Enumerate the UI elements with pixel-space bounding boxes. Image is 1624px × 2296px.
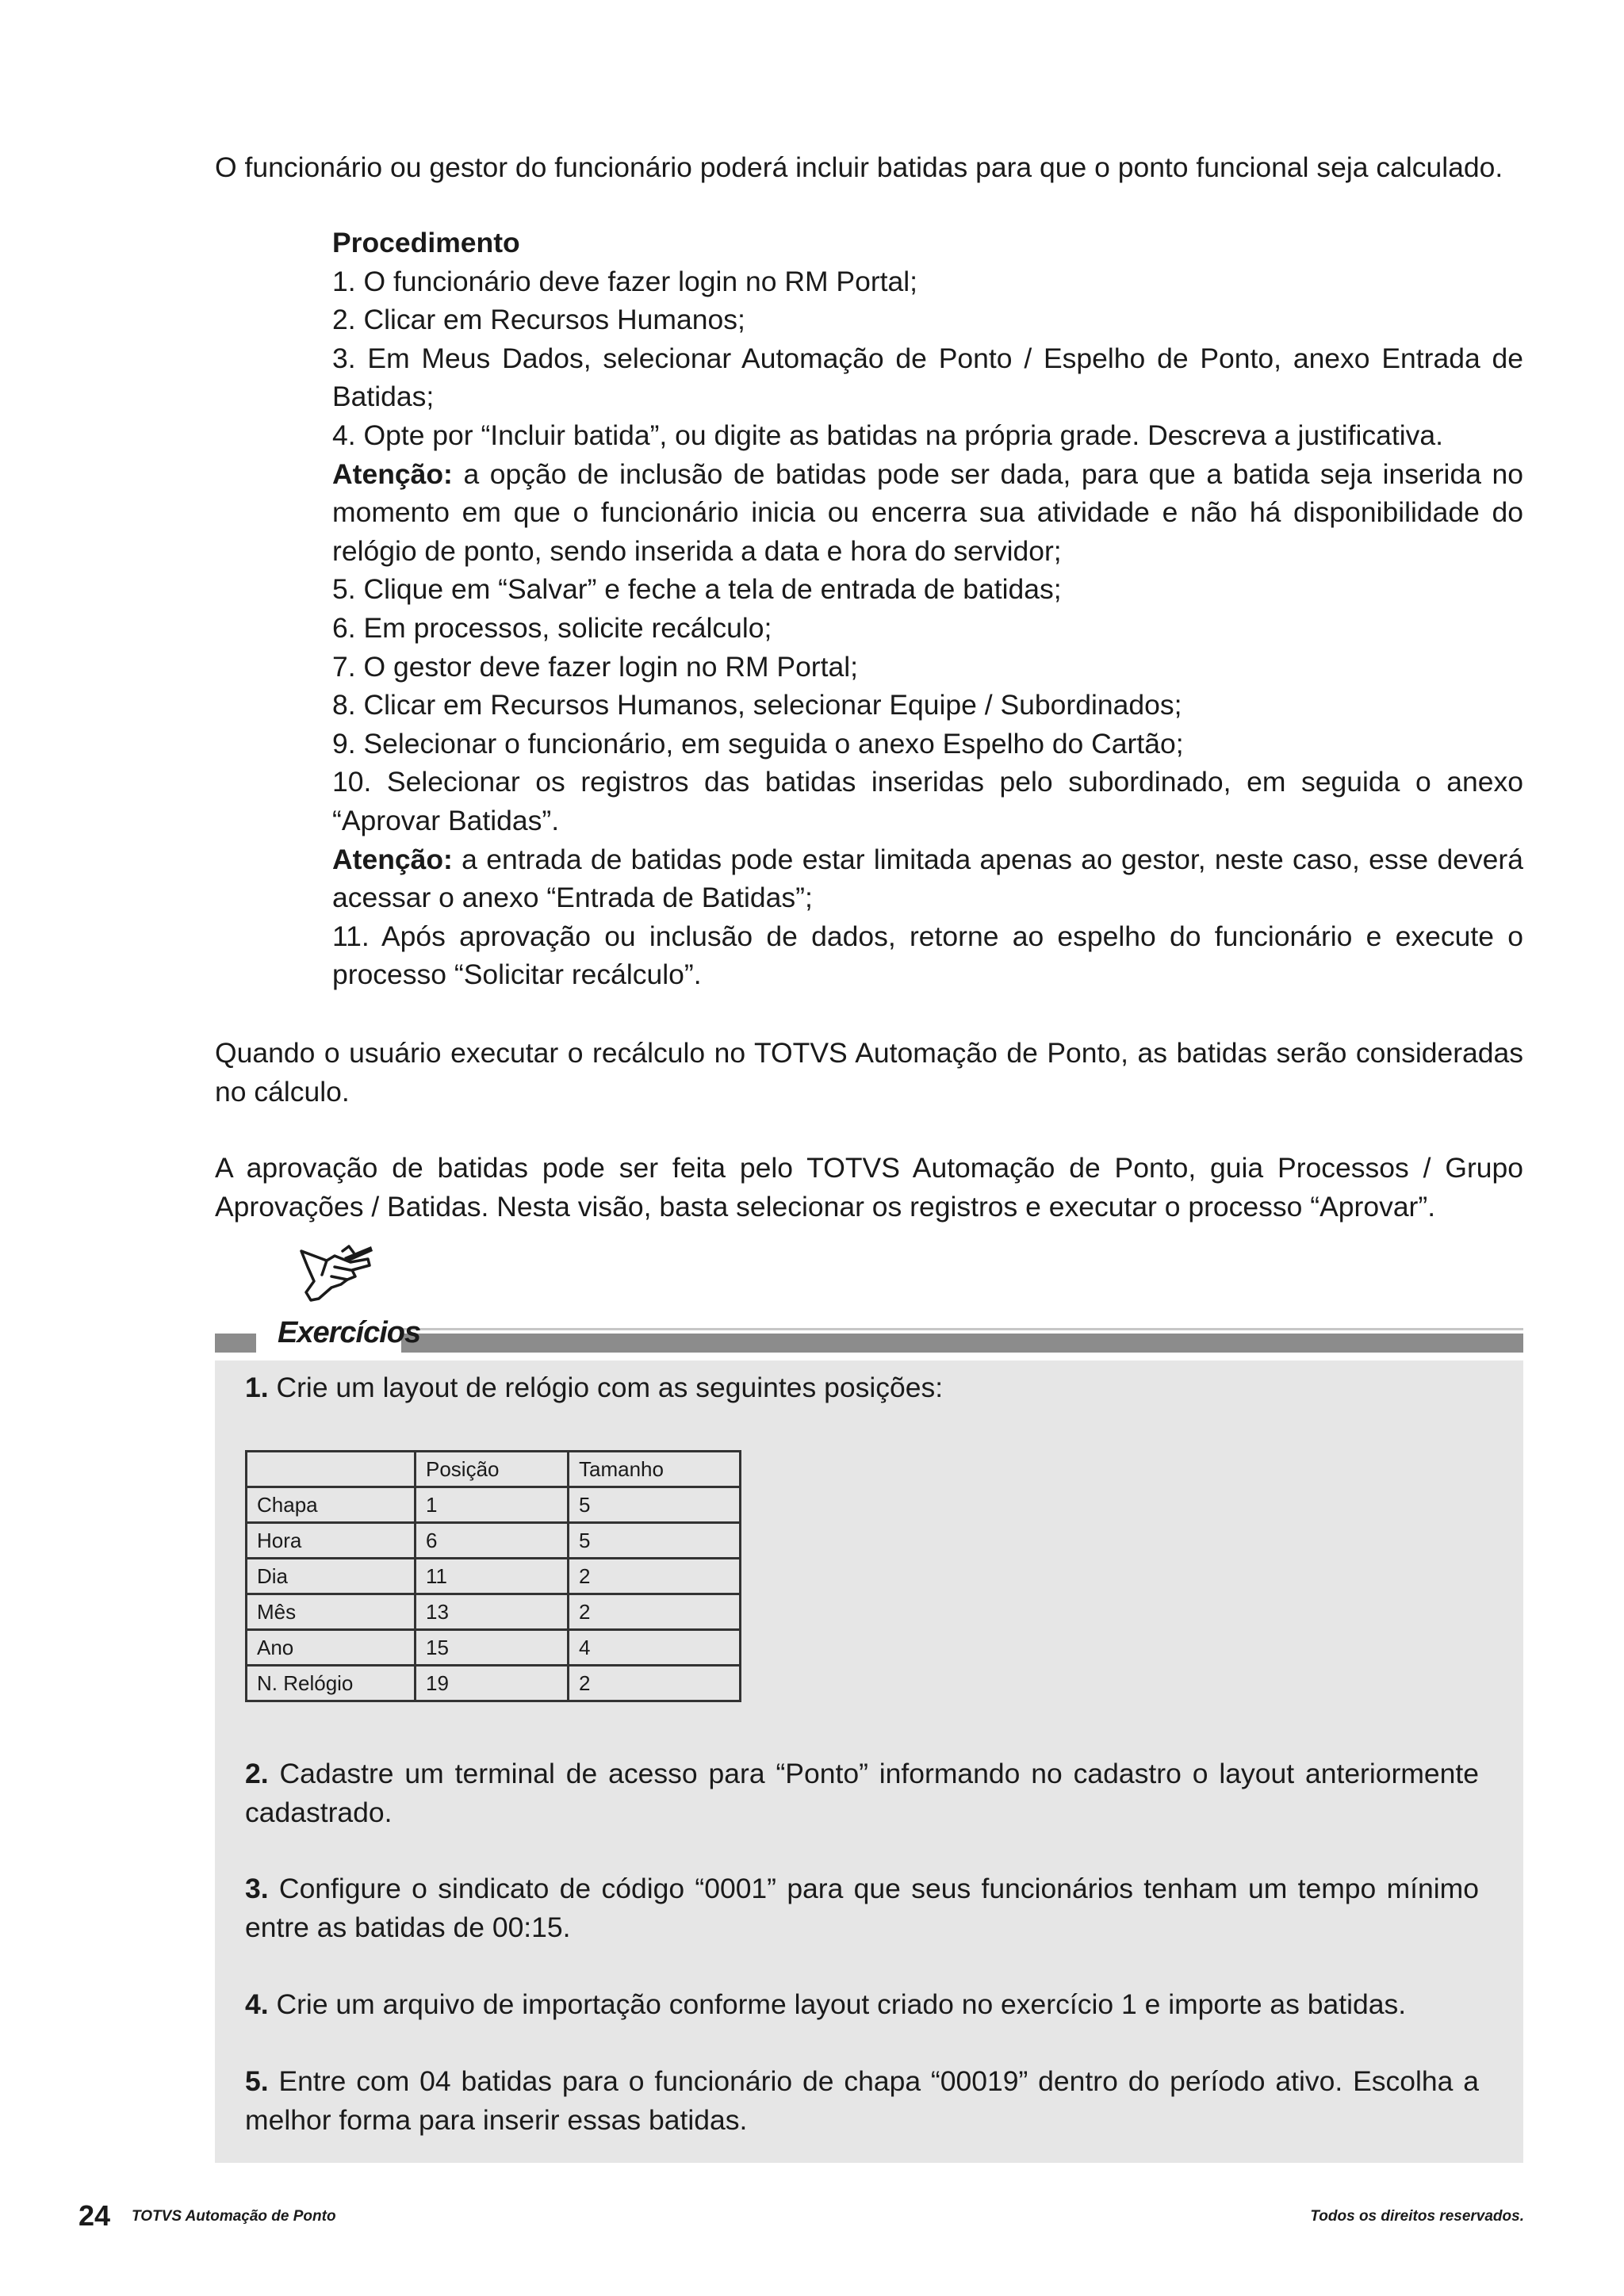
table-cell: N. Relógio xyxy=(247,1666,416,1701)
table-cell: Ano xyxy=(247,1630,416,1666)
exercise-header-bar-right xyxy=(401,1334,1523,1353)
clock-layout-table xyxy=(245,1450,741,1702)
procedure-step-10: 10. Selecionar os registros das batidas inseridas pelo subordinado, em seguida o anexo “Aprovar Batidas”. xyxy=(332,766,1523,836)
table-cell: 2 xyxy=(569,1666,741,1701)
exercise-4 xyxy=(245,1985,1479,2024)
exercise-text: Configure o sindicato de código “0001” para que seus funcionários tenham um tempo mínimo entre as batidas de 00:15. xyxy=(245,1873,1479,1943)
exercise-number: 2. xyxy=(245,1758,269,1789)
table-row xyxy=(247,1666,741,1701)
attention-text: a entrada de batidas pode estar limitada apenas ao gestor, neste caso, esse deverá acessar o anexo “Entrada de Batidas”; xyxy=(332,843,1523,914)
table-cell: 15 xyxy=(416,1630,569,1666)
exercise-text: Cadastre um terminal de acesso para “Ponto” informando no cadastro o layout anteriormente cadastrado. xyxy=(245,1758,1479,1828)
table-cell: Dia xyxy=(247,1559,416,1594)
table-cell: 5 xyxy=(569,1487,741,1523)
exercise-text: Entre com 04 batidas para o funcionário de chapa “00019” dentro do período ativo. Escolha a melhor forma para inserir essas batidas. xyxy=(245,2065,1479,2136)
table-cell: 2 xyxy=(569,1594,741,1630)
procedure-block xyxy=(332,224,1523,994)
procedure-step-8: 8. Clicar em Recursos Humanos, selecionar Equipe / Subordinados; xyxy=(332,689,1182,721)
table-cell: 11 xyxy=(416,1559,569,1594)
exercise-text: Crie um layout de relógio com as seguintes posições: xyxy=(268,1372,944,1403)
table-header-cell: Posição xyxy=(416,1452,569,1487)
procedure-step-9: 9. Selecionar o funcionário, em seguida o anexo Espelho do Cartão; xyxy=(332,727,1184,760)
exercise-number: 1. xyxy=(245,1372,269,1403)
procedure-step-1: 1. O funcionário deve fazer login no RM Portal; xyxy=(332,265,917,297)
procedure-attention-1 xyxy=(332,455,1523,571)
procedure-attention-2 xyxy=(332,840,1523,917)
exercise-3 xyxy=(245,1869,1479,1947)
approval-paragraph: A aprovação de batidas pode ser feita pelo TOTVS Automação de Ponto, guia Processos / Grupo Aprovações / Batidas. Nesta visão, basta selecionar os registros e executar o processo “Aprovar”. xyxy=(215,1152,1523,1223)
exercises-title: Exercícios xyxy=(278,1316,421,1349)
procedure-step-5: 5. Clique em “Salvar” e feche a tela de entrada de batidas; xyxy=(332,573,1062,606)
table-header-row xyxy=(247,1452,741,1487)
exercise-number: 5. xyxy=(245,2065,269,2097)
table-cell: Hora xyxy=(247,1523,416,1559)
table-header-cell: Tamanho xyxy=(569,1452,741,1487)
procedure-step-4: 4. Opte por “Incluir batida”, ou digite as batidas na própria grade. Descreva a justificativa. xyxy=(332,419,1444,451)
procedure-step-3: 3. Em Meus Dados, selecionar Automação de Ponto / Espelho de Ponto, anexo Entrada de Batidas; xyxy=(332,342,1523,413)
intro-paragraph: O funcionário ou gestor do funcionário poderá incluir batidas para que o ponto funcional seja calculado. xyxy=(215,151,1503,183)
procedure-title: Procedimento xyxy=(332,227,520,258)
writing-hand-icon xyxy=(295,1243,374,1314)
procedure-step-6: 6. Em processos, solicite recálculo; xyxy=(332,611,772,644)
table-cell: Chapa xyxy=(247,1487,416,1523)
attention-text: a opção de inclusão de batidas pode ser dada, para que a batida seja inserida no momento em que o funcionário inicia ou encerra sua atividade e não há disponibilidade do relógio de ponto, sendo inserida a data e hora do servidor; xyxy=(332,457,1523,567)
table-cell: 1 xyxy=(416,1487,569,1523)
table-cell: 5 xyxy=(569,1523,741,1559)
table-cell: 19 xyxy=(416,1666,569,1701)
table-cell: 4 xyxy=(569,1630,741,1666)
footer-rights: Todos os direitos reservados. xyxy=(1310,2208,1524,2225)
exercise-2 xyxy=(245,1755,1479,1832)
table-row xyxy=(247,1630,741,1666)
table-cell: 6 xyxy=(416,1523,569,1559)
exercise-1 xyxy=(245,1368,1479,1407)
table-header-cell xyxy=(247,1452,416,1487)
procedure-step-11: 11. Após aprovação ou inclusão de dados, retorne ao espelho do funcionário e execute o processo “Solicitar recálculo”. xyxy=(332,920,1523,991)
exercise-header-bar-left xyxy=(215,1334,256,1353)
footer-book-title: TOTVS Automação de Ponto xyxy=(132,2208,336,2225)
exercise-number: 4. xyxy=(245,1988,269,2020)
table-row xyxy=(247,1523,741,1559)
exercise-number: 3. xyxy=(245,1873,269,1904)
exercise-text: Crie um arquivo de importação conforme layout criado no exercício 1 e importe as batidas. xyxy=(268,1988,1407,2020)
exercise-5 xyxy=(245,2062,1479,2140)
page-number: 24 xyxy=(79,2199,111,2232)
table-cell: Mês xyxy=(247,1594,416,1630)
recalc-paragraph: Quando o usuário executar o recálculo no TOTVS Automação de Ponto, as batidas serão consideradas no cálculo. xyxy=(215,1037,1523,1108)
procedure-step-7: 7. O gestor deve fazer login no RM Portal; xyxy=(332,650,858,683)
attention-label: Atenção: xyxy=(332,843,453,875)
table-row xyxy=(247,1487,741,1523)
table-cell: 2 xyxy=(569,1559,741,1594)
table-cell: 13 xyxy=(416,1594,569,1630)
procedure-step-2: 2. Clicar em Recursos Humanos; xyxy=(332,304,745,336)
attention-label: Atenção: xyxy=(332,457,453,490)
table-row xyxy=(247,1594,741,1630)
exercise-header-line xyxy=(401,1328,1523,1330)
table-row xyxy=(247,1559,741,1594)
